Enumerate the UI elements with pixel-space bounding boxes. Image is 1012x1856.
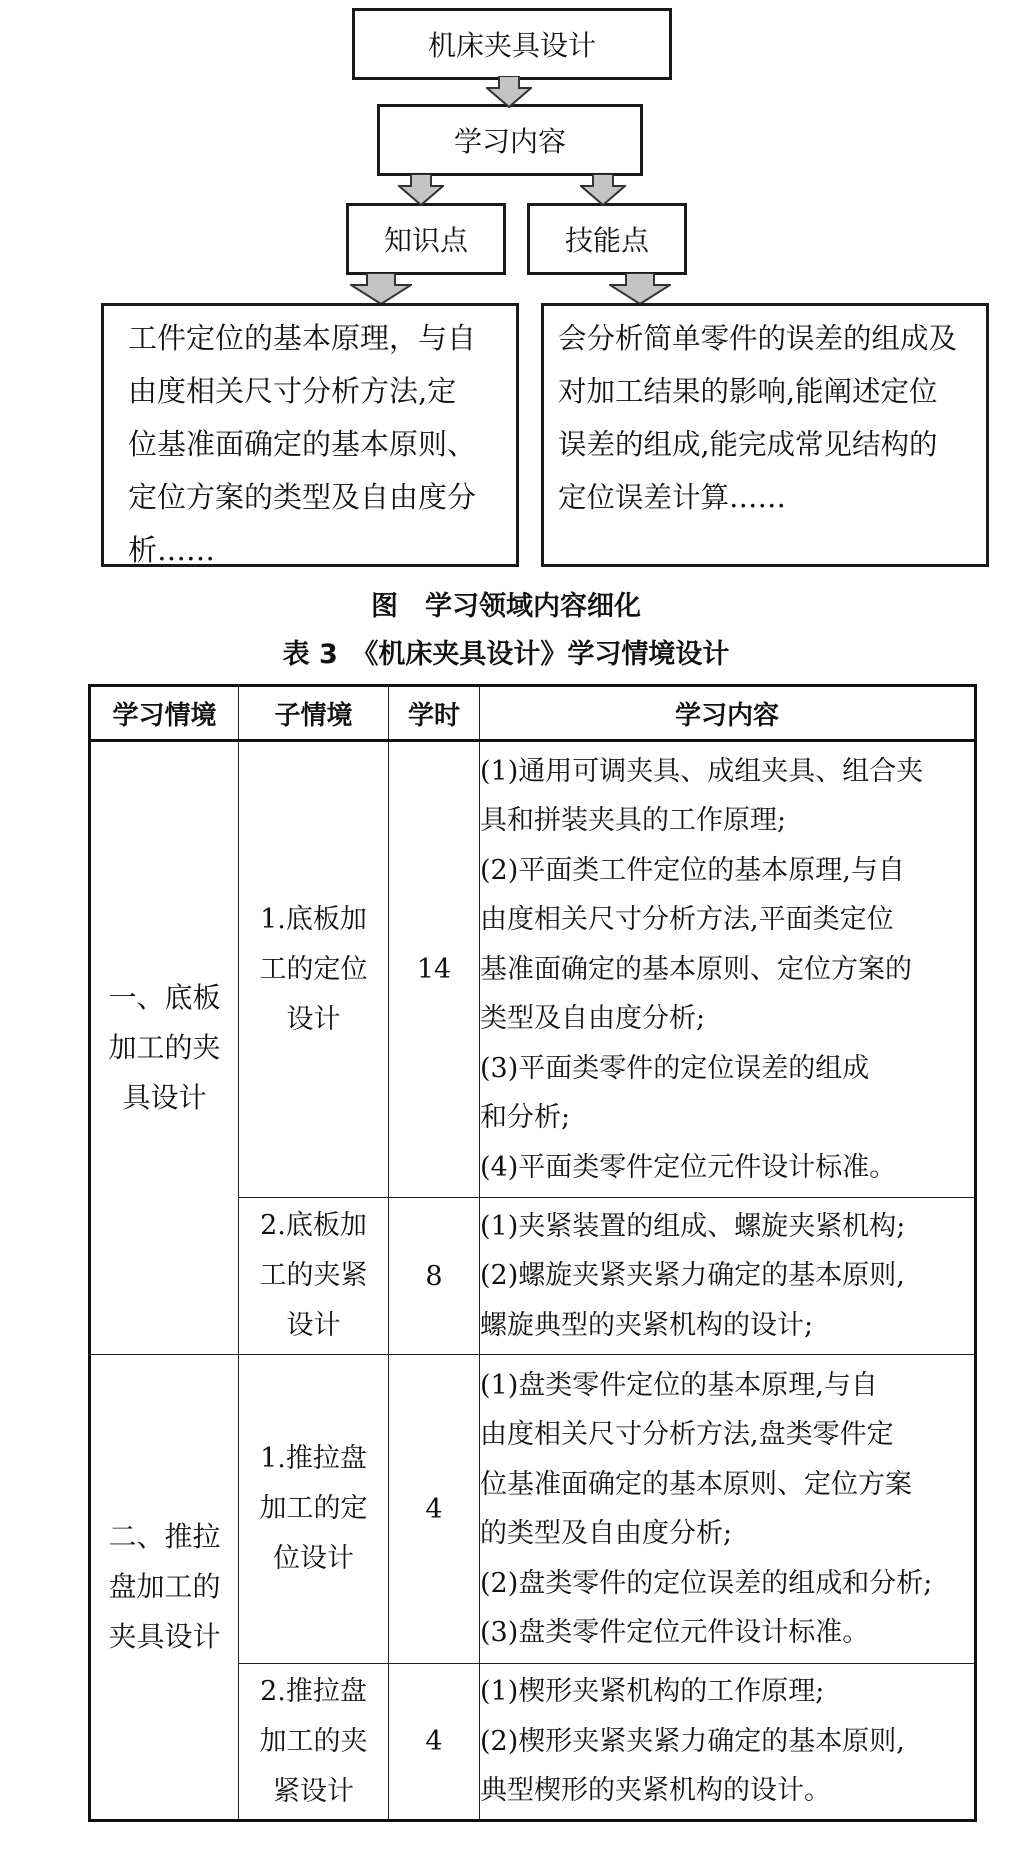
sub-situation-line: 工的定位 xyxy=(259,953,368,985)
content-line: (2)盘类零件的定位误差的组成和分析; xyxy=(480,1567,933,1599)
arrow-content-to-knowledge-icon xyxy=(398,174,444,206)
situation-line: 加工的夹 xyxy=(108,1031,221,1064)
content-line: 螺旋典型的夹紧机构的设计; xyxy=(480,1309,814,1341)
sub-situation-line: 1.推拉盘 xyxy=(260,1443,367,1474)
content-line: 由度相关尺寸分析方法,盘类零件定 xyxy=(480,1419,894,1450)
content-line: (4)平面类零件定位元件设计标准。 xyxy=(480,1151,897,1183)
skill-text-line: 定位误差计算…… xyxy=(558,481,787,514)
hours-cell: 14 xyxy=(389,741,480,1198)
learning-situation-table xyxy=(88,684,977,1822)
sub-situation-line: 1.底板加 xyxy=(260,903,367,935)
content-line: 具和拼装夹具的工作原理; xyxy=(480,805,787,837)
table-header-row xyxy=(90,686,976,741)
content-cell xyxy=(480,1664,976,1821)
header-content: 学习内容 xyxy=(480,686,976,741)
header-hours: 学时 xyxy=(389,686,480,741)
sub-situation-line: 设计 xyxy=(286,1003,341,1035)
flow-content-label: 学习内容 xyxy=(453,125,566,158)
content-line: 类型及自由度分析; xyxy=(480,1003,706,1035)
sub-situation-cell xyxy=(239,1198,389,1355)
arrow-root-to-content-icon xyxy=(486,76,532,108)
knowledge-text-box xyxy=(101,303,519,567)
content-line: (2)螺旋夹紧夹紧力确定的基本原则, xyxy=(480,1260,905,1292)
sub-situation-line: 工的夹紧 xyxy=(259,1260,368,1291)
content-line: 基准面确定的基本原则、定位方案的 xyxy=(480,953,912,985)
flow-skill-label: 技能点 xyxy=(564,224,649,257)
knowledge-text-line: 定位方案的类型及自由度分 xyxy=(128,480,477,514)
content-cell xyxy=(480,1198,976,1355)
situation-line: 具设计 xyxy=(122,1081,207,1114)
table-row xyxy=(90,1355,976,1664)
knowledge-text-line: 由度相关尺寸分析方法,定 xyxy=(128,374,457,408)
content-line: (1)通用可调夹具、成组夹具、组合夹 xyxy=(480,755,924,787)
sub-situation-cell xyxy=(239,741,389,1198)
flow-knowledge-box xyxy=(346,203,506,275)
header-situation: 学习情境 xyxy=(90,686,239,741)
skill-text-line: 会分析简单零件的误差的组成及 xyxy=(558,322,958,355)
flow-root-box xyxy=(352,8,672,80)
sub-situation-line: 加工的定 xyxy=(259,1493,368,1524)
content-line: (3)盘类零件定位元件设计标准。 xyxy=(480,1617,870,1648)
situation-cell xyxy=(90,741,239,1355)
hours-cell: 8 xyxy=(389,1198,480,1355)
knowledge-text-line: 析…… xyxy=(128,533,216,567)
knowledge-text-line: 位基准面确定的基本原则、 xyxy=(128,427,477,461)
skill-text-box xyxy=(541,303,989,567)
skill-text-line: 对加工结果的影响,能阐述定位 xyxy=(558,375,938,408)
table-caption: 表 3 《机床夹具设计》学习情境设计 xyxy=(282,639,730,670)
situation-line: 二、推拉 xyxy=(108,1520,221,1553)
hours-cell: 4 xyxy=(389,1664,480,1821)
content-line: 和分析; xyxy=(480,1102,571,1134)
flow-content-box xyxy=(377,104,643,176)
flow-knowledge-label: 知识点 xyxy=(383,224,468,257)
sub-situation-line: 2.底板加 xyxy=(260,1210,367,1241)
arrow-knowledge-to-text-icon xyxy=(350,273,412,305)
content-line: (1)夹紧装置的组成、螺旋夹紧机构; xyxy=(480,1210,906,1242)
content-cell xyxy=(480,1355,976,1664)
content-cell xyxy=(480,741,976,1198)
content-line: (2)平面类工件定位的基本原理,与自 xyxy=(480,854,905,886)
situation-line: 一、底板 xyxy=(108,981,221,1014)
content-line: (2)楔形夹紧夹紧力确定的基本原则, xyxy=(480,1725,905,1757)
table-row xyxy=(90,741,976,1198)
situation-cell xyxy=(90,1355,239,1821)
header-sub-situation: 子情境 xyxy=(239,686,389,741)
sub-situation-line: 加工的夹 xyxy=(259,1725,368,1757)
flow-root-label: 机床夹具设计 xyxy=(427,29,596,62)
sub-situation-line: 设计 xyxy=(286,1310,341,1341)
hours-cell: 4 xyxy=(389,1355,480,1664)
situation-line: 夹具设计 xyxy=(108,1620,221,1653)
sub-situation-cell xyxy=(239,1664,389,1821)
figure-caption: 图 学习领域内容细化 xyxy=(371,591,641,622)
sub-situation-line: 位设计 xyxy=(273,1543,354,1574)
skill-text-line: 误差的组成,能完成常见结构的 xyxy=(558,428,938,461)
content-line: 的类型及自由度分析; xyxy=(480,1518,733,1549)
situation-line: 盘加工的 xyxy=(108,1570,221,1603)
arrow-skill-to-text-icon xyxy=(609,273,671,305)
content-line: 位基准面确定的基本原则、定位方案 xyxy=(480,1468,912,1500)
arrow-content-to-skill-icon xyxy=(580,174,626,206)
sub-situation-line: 紧设计 xyxy=(273,1775,354,1807)
content-line: 典型楔形的夹紧机构的设计。 xyxy=(480,1775,831,1807)
sub-situation-cell xyxy=(239,1355,389,1664)
knowledge-text-line: 工件定位的基本原理，与自 xyxy=(128,321,477,355)
flow-skill-box xyxy=(527,203,687,275)
content-line: 由度相关尺寸分析方法,平面类定位 xyxy=(480,904,894,936)
content-line: (3)平面类零件的定位误差的组成 xyxy=(480,1052,870,1084)
content-line: (1)盘类零件定位的基本原理,与自 xyxy=(480,1369,878,1401)
content-line: (1)楔形夹紧机构的工作原理; xyxy=(480,1676,825,1708)
sub-situation-line: 2.推拉盘 xyxy=(260,1675,367,1707)
